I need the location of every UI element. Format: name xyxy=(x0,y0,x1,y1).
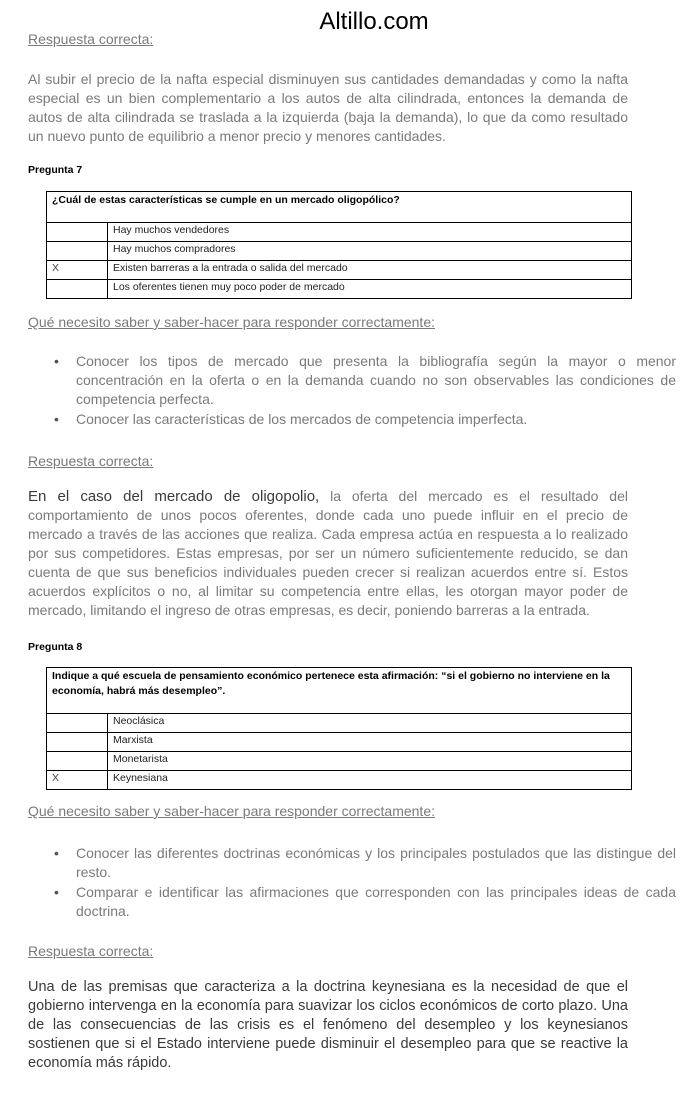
option-mark xyxy=(47,714,108,733)
answer-heading-7: Respuesta correcta: xyxy=(28,453,154,469)
answer-heading-1: Respuesta correcta: xyxy=(28,31,154,47)
option-text: Hay muchos vendedores xyxy=(108,223,632,242)
list-item: • Conocer los tipos de mercado que presenta la bibliografía según la mayor o menor concentración en la oferta o en la demanda cuando no son observables las condiciones de competencia perfecta. xyxy=(76,352,676,409)
option-mark xyxy=(47,280,108,299)
bullet-list-8 xyxy=(28,844,676,922)
question-7-text: ¿Cuál de estas características se cumple en un mercado oligopólico? xyxy=(47,192,632,223)
option-row xyxy=(47,280,632,299)
answer-text-7 xyxy=(28,487,628,620)
option-text: Hay muchos compradores xyxy=(108,242,632,261)
question-8-label: Pregunta 8 xyxy=(28,641,83,653)
answer-lead-7: En el caso del mercado de oligopolio, xyxy=(28,488,320,505)
option-mark: X xyxy=(47,771,108,790)
option-row xyxy=(47,771,632,790)
option-mark xyxy=(47,223,108,242)
question-8-text: Indique a qué escuela de pensamiento económico pertenece esta afirmación: “si el gobierno no interviene en la economía, habrá más desempleo”. xyxy=(47,668,632,714)
option-text: Neoclásica xyxy=(108,714,632,733)
list-item: • Conocer las características de los mercados de competencia imperfecta. xyxy=(76,410,676,429)
need-heading-7: Qué necesito saber y saber-hacer para responder correctamente: xyxy=(28,314,435,330)
list-item: • Comparar e identificar las afirmaciones que corresponden con las principales ideas de cada doctrina. xyxy=(76,883,676,921)
option-text: Los oferentes tienen muy poco poder de mercado xyxy=(108,280,632,299)
option-row xyxy=(47,714,632,733)
bullet-list-7 xyxy=(28,352,676,430)
list-item: • Conocer las diferentes doctrinas económicas y los principales postulados que las distingue del resto. xyxy=(76,844,676,882)
question-8-table xyxy=(46,667,632,790)
question-7-table xyxy=(46,191,632,299)
option-row xyxy=(47,752,632,771)
option-text: Existen barreras a la entrada o salida del mercado xyxy=(108,261,632,280)
option-row xyxy=(47,242,632,261)
option-mark xyxy=(47,752,108,771)
option-text: Marxista xyxy=(108,733,632,752)
need-heading-8: Qué necesito saber y saber-hacer para responder correctamente: xyxy=(28,803,435,819)
answer-text-1: Al subir el precio de la nafta especial disminuyen sus cantidades demandadas y como la nafta especial es un bien complementario a los autos de alta cilindrada, entonces la demanda de autos de alta cilindrada se traslada a la izquierda (baja la demanda), lo que da como resultado un nuevo punto de equilibrio a menor precio y menores cantidades. xyxy=(28,71,628,144)
option-mark xyxy=(47,242,108,261)
option-mark xyxy=(47,733,108,752)
option-text: Keynesiana xyxy=(108,771,632,790)
option-row xyxy=(47,223,632,242)
option-text: Monetarista xyxy=(108,752,632,771)
option-row xyxy=(47,261,632,280)
site-title: Altillo.com xyxy=(319,8,429,35)
option-mark: X xyxy=(47,261,108,280)
answer-text-8: Una de las premisas que caracteriza a la doctrina keynesiana es la necesidad de que el gobierno intervenga en la economía para suavizar los ciclos económicos de corto plazo. Una de las consecuencias de las crisis es el fenómeno del desempleo y los keynesianos sostienen que si el Estado interviene puede disminuir el desempleo para que se reactive la economía más rápido. xyxy=(28,979,628,1071)
option-row xyxy=(47,733,632,752)
answer-heading-8: Respuesta correcta: xyxy=(28,943,154,959)
answer-body-7: la oferta del mercado es el resultado del comportamiento de unos pocos oferentes, donde cada uno puede influir en el precio de mercado a través de las acciones que realiza. Cada empresa actúa en respuesta a lo realizado por sus competidores. Estas empresas, por ser un número suficientemente reducido, se dan cuenta de que sus beneficios individuales pueden crecer si realizan acuerdos entre sí. Estos acuerdos explícitos o no, al limitar su competencia entre ellas, les otorgan mayor poder de mercado, limitando el ingreso de otras empresas, es decir, poniendo barreras a la entrada. xyxy=(28,488,628,618)
question-7-label: Pregunta 7 xyxy=(28,164,83,176)
